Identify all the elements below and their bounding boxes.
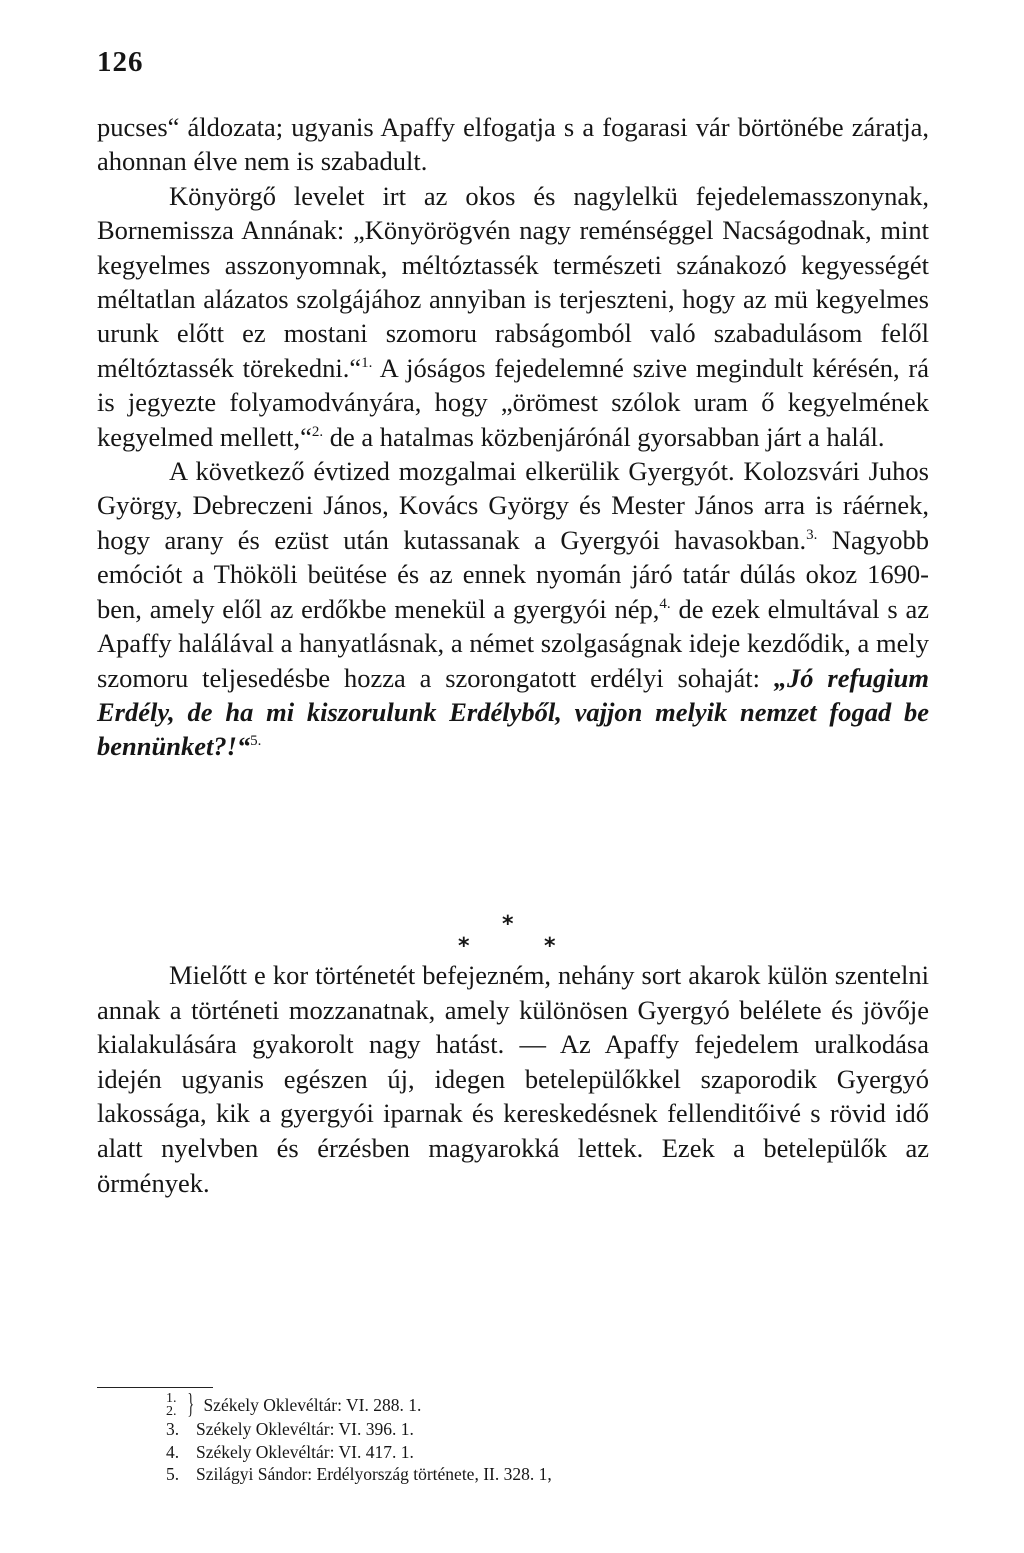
footnote-reference: 2. [311, 423, 324, 440]
paragraph-4: Mielőtt e kor történetét befejezném, nehány sort akarok külön szentelni annak a történeti mozzanatnak, amely különösen Gyergyó belélete és jövője kialakulására gyakorolt nagy hatást. — Az Apaffy fejedelem uralkodása idején ugyanis egészen új, idegen betelepülőkkel szaporodik Gyergyó lakossága, kik a gyergyói iparnak és kereskedésnek fellenditőivé s rövid idő alatt nyelvben és érzésben magyarokká lettek. Ezek a betelepülők az örmények. [97, 960, 929, 1198]
footnote-number: 4. [166, 1441, 180, 1462]
footnote-reference: 1. [361, 354, 373, 371]
paragraph-2 [97, 179, 929, 454]
section-divider-asterism [458, 912, 558, 964]
footnote-text: Székely Oklevéltár: VI. 417. 1. [196, 1441, 414, 1462]
text-run: de ezek elmultával s az Apaffy halálával a hanyatlásnak, a német szolgaságnak ideje kezdődik, a mely szomoru teljesedésbe hozza a szorongatott erdélyi sohaját: [97, 593, 929, 693]
page-number: 126 [97, 46, 144, 78]
paragraph-3 [97, 454, 929, 764]
footnotes [166, 1389, 866, 1486]
footnote [166, 1463, 866, 1486]
brace-mark: } [187, 1389, 195, 1420]
footnote-text: Szilágyi Sándor: Erdélyország története, II. 328. 1, [196, 1464, 552, 1485]
footnote-number-stack [166, 1392, 184, 1418]
paragraph-1 [97, 110, 929, 179]
section-two-text [97, 958, 929, 1200]
text-run: A következő évtized mozgalmai elkerülik Gyergyót. Kolozsvári Juhos György, Debreczeni János, Kovács György és Mester János arra is ráérnek, hogy arany és ezüst után kutassanak a Gyergyói havasokban. [97, 456, 929, 555]
emphasized-quote: „Jó refugium Erdély, de ha mi kiszorulunk Erdélyből, vajjon melyik nemzet fogad be bennünket?!“ [97, 662, 929, 762]
footnote-text: Székely Oklevéltár: VI. 396. 1. [196, 1419, 414, 1439]
text-run: pucses“ áldozata; ugyanis Apaffy elfogatja s a fogarasi vár börtönébe záratja, ahonnan élve nem is szabadult. [97, 112, 929, 177]
asterisk-mark: * [502, 912, 514, 937]
text-run: Könyörgő levelet irt az okos és nagylelkü fejedelemasszonynak, Bornemissza Annának: „Könyörögvén nagy reménséggel Nacságodnak, mint kegyelmes asszonyomnak, méltóztassék természeti szánakozó kegyességét méltatlan alázatos szolgájához annyiban is terjeszteni, hogy az mü kegyelmes urunk előtt ez mostani szomoru rabságomból való szabadulásom felől méltóztassék törekedni.“ [97, 180, 929, 383]
footnote-reference: 5. [250, 733, 262, 750]
footnote [166, 1441, 866, 1464]
footnote [166, 1418, 866, 1441]
asterisk-mark: * [544, 934, 556, 959]
footnote-number: 5. [166, 1464, 180, 1485]
footnote-reference: 4. [659, 595, 671, 612]
footnote-number: 3. [166, 1419, 180, 1439]
footnote-combined [166, 1389, 866, 1420]
footnote-number: 2. [166, 1404, 177, 1419]
footnote-text: Székely Oklevéltár: VI. 288. 1. [203, 1394, 422, 1415]
footnote-reference: 3. [806, 526, 818, 543]
text-run: Nagyobb emóciót a Thököli beütése és az ennek nyomán járó tatár dúlás okoz 1690-ben, amely elől az erdőkbe menekül a gyergyói nép, [97, 524, 929, 624]
footnote-number: 1. [166, 1391, 177, 1406]
footnote-separator [97, 1387, 213, 1388]
main-text [97, 110, 929, 764]
asterisk-mark: * [458, 934, 470, 959]
text-run: de a hatalmas közbenjárónál gyorsabban járt a halál. [323, 421, 885, 452]
text-run: A jóságos fejedelemné szive megindult kérésén, rá is jegyezte folyamodványára, hogy „örömest szólok uram ő kegyelmének kegyelmed mellett,“ [97, 352, 929, 452]
